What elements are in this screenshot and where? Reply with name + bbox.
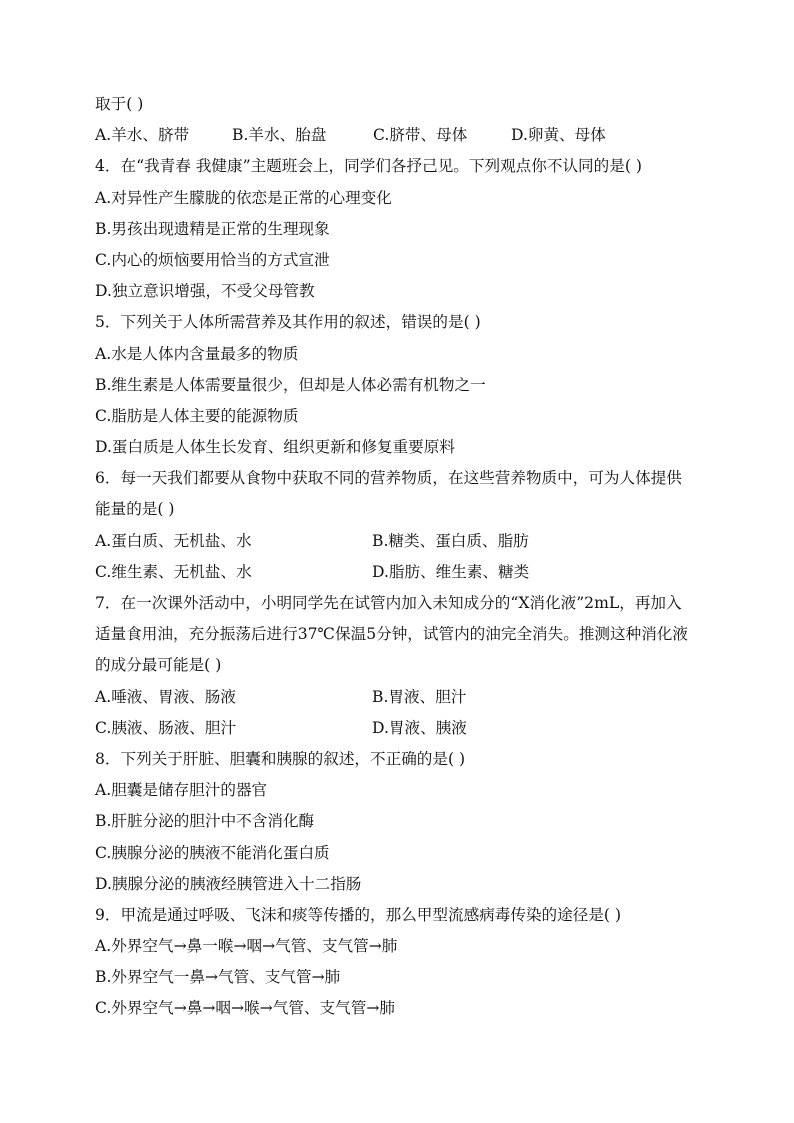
question-6-stem: 6．每一天我们都要从食物中获取不同的营养物质，在这些营养物质中，可为人体提供 <box>95 469 682 488</box>
question-9-stem: 9．甲流是通过呼吸、飞沫和痰等传播的，那么甲型流感病毒传染的途径是( ) <box>95 905 622 924</box>
question-4-option-a: A.对异性产生朦胧的依恋是正常的心理变化 <box>95 188 392 207</box>
question-7-stem: 的成分最可能是( ) <box>95 656 222 675</box>
question-9-option-c: C.外界空气→鼻→咽→喉→气管、支气管→肺 <box>95 999 395 1018</box>
question-6-stem: 能量的是( ) <box>95 500 175 519</box>
option-d: D.卵黄、母体 <box>511 126 606 145</box>
question-7-option-a: A.唾液、胃液、肠液 <box>95 687 236 706</box>
option-row <box>95 120 705 151</box>
option-c: C.脐带、母体 <box>373 126 468 145</box>
option-b: B.羊水、胎盘 <box>232 126 327 145</box>
question-7-option-c: C.胰液、肠液、胆汁 <box>95 718 237 737</box>
question-5-stem: 5．下列关于人体所需营养及其作用的叙述，错误的是( ) <box>95 313 481 332</box>
option-row <box>95 713 705 744</box>
question-8-option-b: B.肝脏分泌的胆汁中不含消化酶 <box>95 812 315 831</box>
document-body <box>95 89 705 1025</box>
question-4-option-b: B.男孩出现遗精是正常的生理现象 <box>95 219 330 238</box>
option-row <box>95 526 705 557</box>
question-5-option-a: A.水是人体内含量最多的物质 <box>95 344 299 363</box>
question-6-option-c: C.维生素、无机盐、水 <box>95 562 252 581</box>
question-8-option-c: C.胰腺分泌的胰液不能消化蛋白质 <box>95 843 330 862</box>
question-9-option-b: B.外界空气一鼻→气管、支气管→肺 <box>95 968 341 987</box>
question-6-option-a: A.蛋白质、无机盐、水 <box>95 531 252 550</box>
question-8-stem: 8．下列关于肝脏、胆囊和胰腺的叙述，不正确的是( ) <box>95 749 466 768</box>
question-8-option-a: A.胆囊是储存胆汁的器官 <box>95 781 268 800</box>
option-row <box>95 682 705 713</box>
option-row <box>95 557 705 588</box>
question-5-option-d: D.蛋白质是人体生长发育、组织更新和修复重要原料 <box>95 438 455 457</box>
question-6-option-d: D.脂肪、维生素、糖类 <box>372 562 530 581</box>
question-7-option-d: D.胃液、胰液 <box>372 718 467 737</box>
question-8-option-d: D.胰腺分泌的胰液经胰管进入十二指肠 <box>95 874 362 893</box>
question-6-option-b: B.糖类、蛋白质、脂肪 <box>372 531 529 550</box>
option-a: A.羊水、脐带 <box>95 126 190 145</box>
question-stem-line: 取于( ) <box>95 95 144 113</box>
question-5-option-c: C.脂肪是人体主要的能源物质 <box>95 406 299 425</box>
question-7-stem: 适量食用油，充分振荡后进行37℃保温5分钟，试管内的油完全消失。推测这种消化液 <box>95 625 688 644</box>
question-4-stem: 4．在“我青春 我健康”主题班会上，同学们各抒己见。下列观点你不认同的是( ) <box>95 157 642 176</box>
question-7-option-b: B.胃液、胆汁 <box>372 687 467 706</box>
question-7-stem: 7．在一次课外活动中，小明同学先在试管内加入未知成分的“X消化液”2mL，再加入 <box>95 594 682 612</box>
question-9-option-a: A.外界空气→鼻一喉→咽→气管、支气管→肺 <box>95 937 398 956</box>
question-5-option-b: B.维生素是人体需要量很少，但却是人体必需有机物之一 <box>95 375 486 394</box>
question-4-option-d: D.独立意识增强，不受父母管教 <box>95 282 315 301</box>
question-4-option-c: C.内心的烦恼要用恰当的方式宣泄 <box>95 250 330 269</box>
